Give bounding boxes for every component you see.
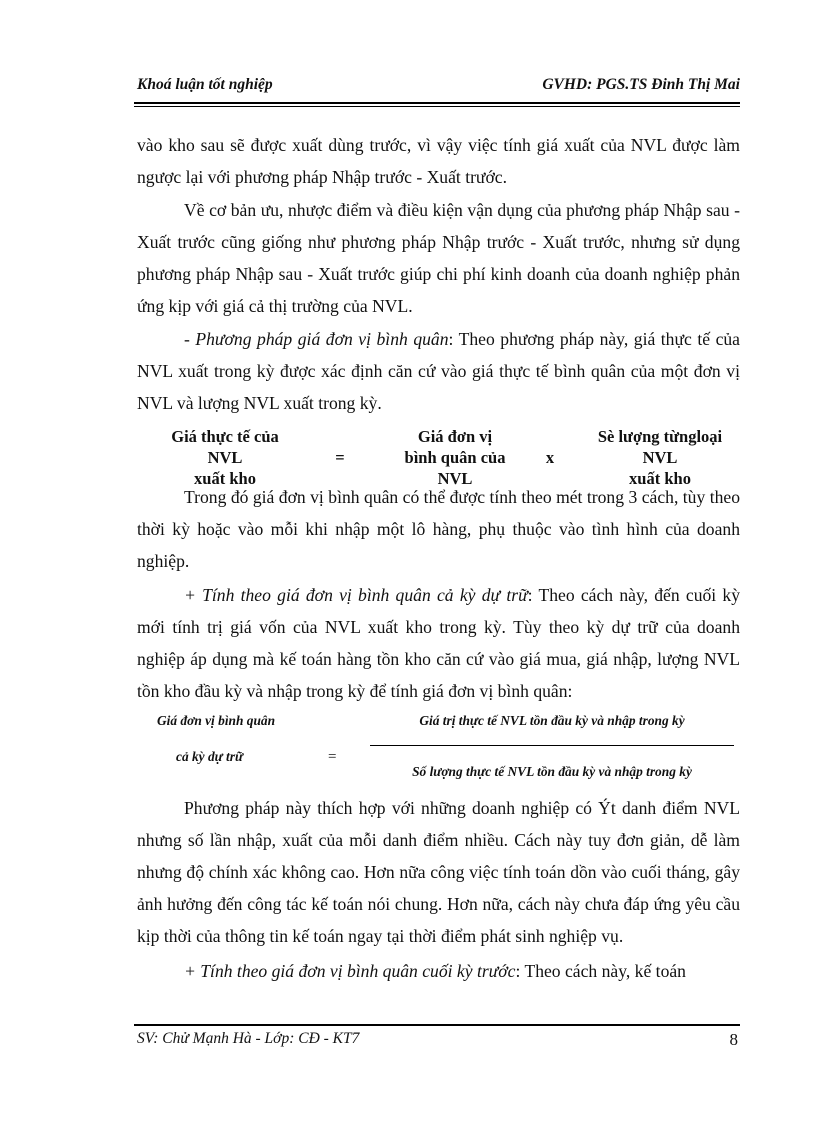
formula2-left-1: Giá đơn vị bình quân <box>157 713 276 728</box>
formula1-term2: Giá đơn vị bình quân của NVL <box>404 427 506 488</box>
paragraph-6: Phương pháp này thích hợp với những doanh nghiệp có Ýt danh điểm NVL nhưng số lần nhập, xuất của mỗi danh điểm nhiều. Cách này tuy đơn giản, dễ làm nhưng độ chính xác không cao. Hơn nữa công việc tính toán dồn vào cuối tháng, gây ảnh hưởng đến công tác kế toán nói chung. Hơn nữa, cách này chưa đáp ứng yêu cầu kịp thời của thông tin kế toán ngay tại thời điểm phát sinh nghiệp vụ. <box>137 798 740 946</box>
formula2-denominator: Số lượng thực tế NVL tồn đầu kỳ và nhập trong kỳ <box>412 764 692 779</box>
footer-rule <box>134 1024 740 1026</box>
header-title: Khoá luận tốt nghiệp <box>137 76 273 93</box>
formula2-equals: = <box>328 749 337 765</box>
method-label-2: + Tính theo giá đơn vị bình quân cả kỳ dự trữ <box>184 585 528 605</box>
paragraph-7 <box>137 955 740 987</box>
formula1-term3: Sè lượng từngloại NVL xuất kho <box>597 427 723 488</box>
paragraph-5 <box>137 579 740 707</box>
header-rule-thin <box>134 106 740 107</box>
paragraph-4: Trong đó giá đơn vị bình quân có thể được tính theo mét trong 3 cách, tùy theo thời kỳ hoặc vào mỗi khi nhập một lô hàng, phụ thuộc vào tình hình của doanh nghiệp. <box>137 487 740 571</box>
page-footer <box>137 1030 740 1054</box>
method-label: - Phương pháp giá đơn vị bình quân <box>184 329 449 349</box>
formula1-times: x <box>545 448 555 467</box>
formula2-numerator: Giá trị thực tế NVL tồn đầu kỳ và nhập trong kỳ <box>419 713 685 728</box>
paragraph-1: vào kho sau sẽ được xuất dùng trước, vì vậy việc tính giá xuất của NVL được làm ngược lại với phương pháp Nhập trước - Xuất trước. <box>137 135 740 187</box>
formula1-term1: Giá thực tế của NVL xuất kho <box>171 427 279 488</box>
formula2-left-2: cả kỳ dự trữ <box>176 749 243 764</box>
method-text-3: : Theo cách này, kế toán <box>515 961 686 981</box>
fraction-bar <box>370 745 734 746</box>
page-number: 8 <box>729 1030 738 1049</box>
formula1-equals: = <box>335 448 345 467</box>
header-rule <box>134 102 740 104</box>
method-text-2: : Theo cách này, đến cuối kỳ mới tính trị giá vốn của NVL xuất kho trong kỳ. Tùy theo kỳ dự trữ của doanh nghiệp áp dụng mà kế toán hàng tồn kho căn cứ vào giá mua, giá nhập, lượng NVL tồn kho đầu kỳ và nhập trong kỳ để tính giá đơn vị bình quân: <box>137 585 741 701</box>
header-advisor: GVHD: PGS.TS Đinh Thị Mai <box>542 76 740 93</box>
method-label-3: + Tính theo giá đơn vị bình quân cuối kỳ trước <box>184 961 516 981</box>
paragraph-3 <box>137 323 740 419</box>
paragraph-2: Về cơ bản ưu, nhược điểm và điều kiện vận dụng của phương pháp Nhập sau - Xuất trước cũng giống như phương pháp Nhập trước - Xuất trước, nhưng sử dụng phương pháp Nhập sau - Xuất trước giúp chi phí kinh doanh của doanh nghiệp phản ứng kịp với giá cả thị trường của NVL. <box>137 200 740 316</box>
method-text: : Theo phương pháp này, giá thực tế của NVL xuất trong kỳ được xác định căn cứ vào giá thực tế bình quân của một đơn vị NVL và lượng NVL xuất trong kỳ. <box>137 329 740 413</box>
footer-student: SV: Chử Mạnh Hà - Lớp: CĐ - KT7 <box>137 1030 360 1047</box>
page-header <box>137 76 740 100</box>
